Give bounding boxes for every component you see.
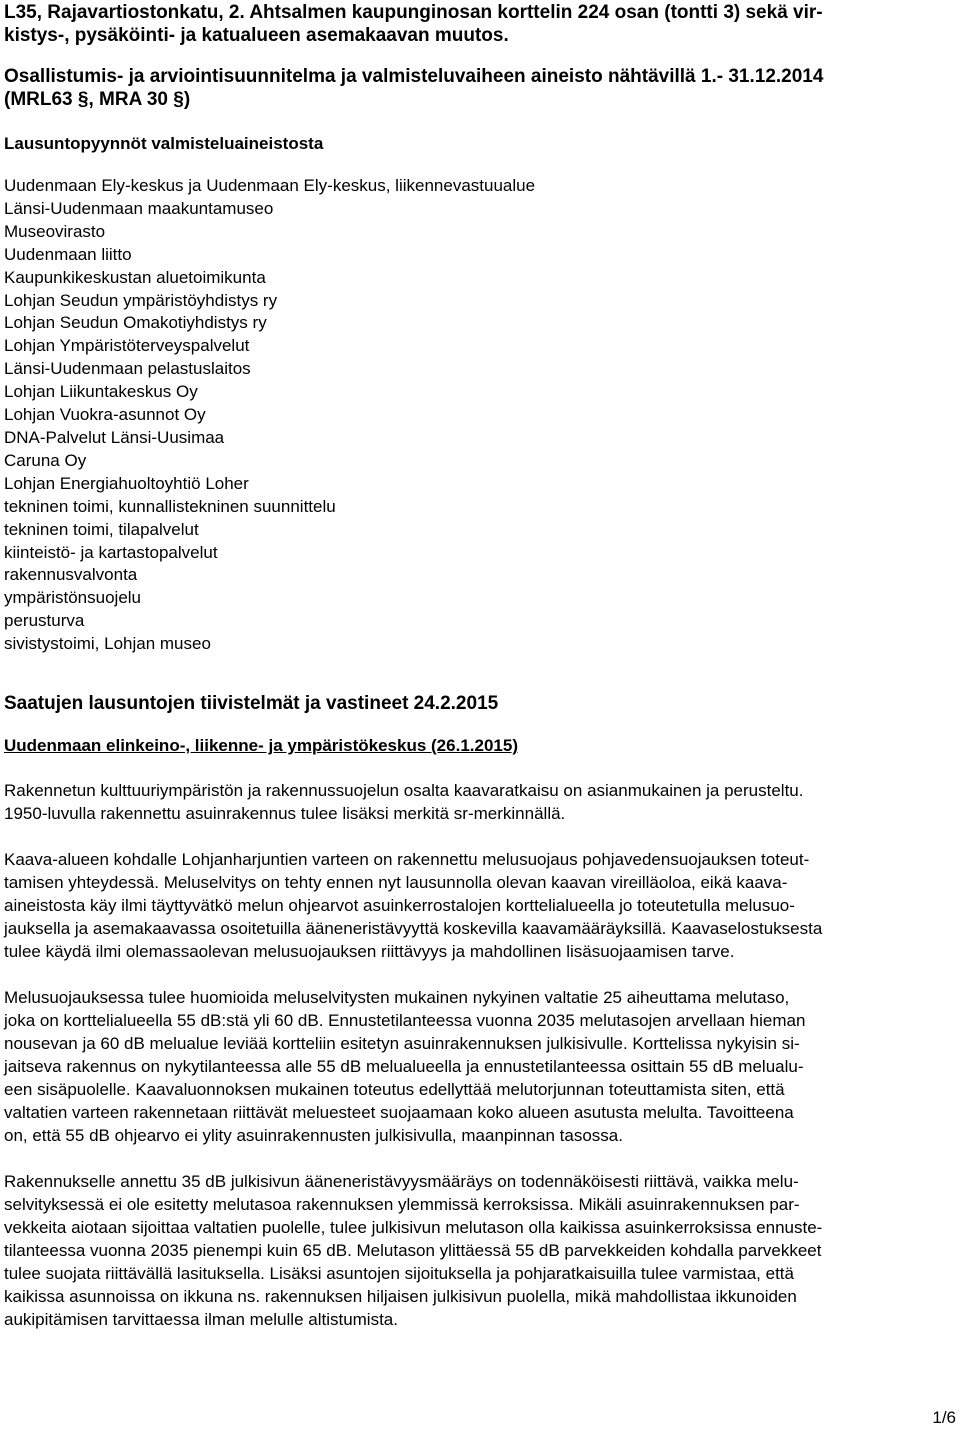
list-item: Lohjan Vuokra-asunnot Oy — [4, 405, 206, 425]
subtitle-line-1: Osallistumis- ja arviointisuunnitelma ja valmisteluvaiheen aineisto nähtävillä 1.- 31.12.2014 — [4, 66, 824, 87]
list-item: tekninen toimi, tilapalvelut — [4, 519, 199, 539]
page-number: 1/6 — [932, 1408, 956, 1427]
list-item: Uudenmaan Ely-keskus ja Uudenmaan Ely-keskus, liikennevastuualue — [4, 176, 536, 195]
document-title — [4, 0, 950, 47]
recipient-list — [4, 175, 950, 656]
paragraph-line: on, että 55 dB ohjearvo ei ylity asuinrakennusten julkisivulla, maanpinnan tasossa. — [4, 1126, 623, 1146]
list-item: Lohjan Seudun Omakotiyhdistys ry — [4, 313, 267, 333]
paragraph-line: vekkeita aiotaan sijoittaa valtatien puolelle, tulee julkisivun melutason olla kaikissa asuinkerroksissa ennuste- — [4, 1218, 823, 1238]
ely-centre-heading: Uudenmaan elinkeino-, liikenne- ja ympäristökeskus (26.1.2015) — [4, 736, 518, 756]
paragraph-2 — [4, 848, 950, 963]
paragraph-1 — [4, 779, 950, 825]
document-subtitle — [4, 65, 950, 111]
paragraph-line: jauksella ja asemakaavassa osoitetuilla ääneneristävyyttä koskevilla kaavamääräyksillä. Kaavaselostuksesta — [4, 919, 823, 939]
paragraph-4 — [4, 1170, 950, 1331]
list-item: Lohjan Energiahuoltoyhtiö Loher — [4, 473, 249, 493]
list-item: Kaupunkikeskustan aluetoimikunta — [4, 267, 266, 287]
paragraph-line: aukipitämisen tarvittaessa ilman melulle altistumista. — [4, 1310, 398, 1330]
title-line-2: kistys-, pysäköinti- ja katualueen asemakaavan muutos. — [4, 25, 509, 46]
paragraph-line: 1950-luvulla rakennettu asuinrakennus tulee lisäksi merkitä sr-merkinnällä. — [4, 804, 566, 824]
paragraph-line: valtatien varteen rakennetaan riittävät meluesteet suojaamaan koko alueen asutusta melulta. Tavoitteena — [4, 1103, 794, 1123]
paragraph-line: aineistosta käy ilmi täyttyvätkö melun ohjearvot asuinkerrostalojen korttelialueella jo toteutetulla melusuo- — [4, 896, 795, 916]
list-item: Lohjan Seudun ympäristöyhdistys ry — [4, 290, 278, 310]
list-item: Caruna Oy — [4, 450, 87, 470]
list-item: sivistystoimi, Lohjan museo — [4, 634, 211, 654]
paragraph-line: Melusuojauksessa tulee huomioida meluselvitysten mukainen nykyinen valtatie 25 aiheuttama melutaso, — [4, 988, 790, 1008]
list-item: Uudenmaan liitto — [4, 244, 132, 264]
document-page — [4, 0, 950, 1331]
subtitle-line-2: (MRL63 §, MRA 30 §) — [4, 89, 191, 110]
list-item: kiinteistö- ja kartastopalvelut — [4, 542, 218, 562]
list-item: Länsi-Uudenmaan pelastuslaitos — [4, 359, 251, 379]
paragraph-line: Rakennetun kulttuuriympäristön ja rakennussuojelun osalta kaavaratkaisu on asianmukainen ja perusteltu. — [4, 781, 804, 801]
lausunto-heading: Lausuntopyynnöt valmisteluaineistosta — [4, 134, 324, 153]
list-item: tekninen toimi, kunnallistekninen suunnittelu — [4, 496, 336, 516]
paragraph-line: tamisen yhteydessä. Meluselvitys on tehty ennen nyt lausunnolla olevan kaavan vireilläoloa, eikä kaava- — [4, 873, 788, 893]
title-line-1: L35, Rajavartiostonkatu, 2. Ahtsalmen kaupunginosan korttelin 224 osan (tontti 3) sekä vir- — [4, 2, 823, 23]
paragraph-line: Kaava-alueen kohdalle Lohjanharjuntien varteen on rakennettu melusuojaus pohjavedensuojauksen toteut- — [4, 850, 810, 870]
paragraph-line: tilanteessa vuonna 2035 pienempi kuin 65 dB. Melutason ylittäessä 55 dB parvekkeiden kohdalla parvekkeet — [4, 1241, 822, 1261]
paragraph-line: Rakennukselle annettu 35 dB julkisivun ääneneristävyysmääräys on todennäköisesti riittävä, vaikka melu- — [4, 1172, 799, 1192]
list-item: rakennusvalvonta — [4, 565, 138, 585]
list-item: Museovirasto — [4, 221, 106, 241]
list-item: Lohjan Ympäristöterveyspalvelut — [4, 336, 250, 356]
list-item: DNA-Palvelut Länsi-Uusimaa — [4, 427, 225, 447]
list-item: perusturva — [4, 611, 85, 631]
list-item: ympäristönsuojelu — [4, 588, 142, 608]
paragraph-line: joka on korttelialueella 55 dB:stä yli 60 dB. Ennustetilanteessa vuonna 2035 melutasojen arvellaan hieman — [4, 1011, 806, 1031]
paragraph-line: selvityksessä ei ole esitetty melutasoa rakennuksen ylemmissä kerroksissa. Mikäli asuinrakennuksen par- — [4, 1195, 800, 1215]
paragraph-line: een sisäpuolelle. Kaavaluonnoksen mukainen toteutus edellyttää melutorjunnan toteuttamista siten, että — [4, 1080, 785, 1100]
paragraph-line: jaitseva rakennus on nykytilanteessa alle 55 dB melualueella ja ennustetilanteessa osittain 55 dB melualu- — [4, 1057, 804, 1077]
paragraph-3 — [4, 986, 950, 1147]
paragraph-line: nousevan ja 60 dB melualue leviää kortteliin esitetyn asuinrakennuksen julkisivulle. Korttelissa nykyisin si- — [4, 1034, 800, 1054]
paragraph-line: tulee suojata riittävällä lasituksella. Lisäksi asuntojen sijoituksella ja pohjaratkaisuilla tulee varmistaa, että — [4, 1264, 794, 1284]
list-item: Lohjan Liikuntakeskus Oy — [4, 382, 198, 402]
summaries-heading: Saatujen lausuntojen tiivistelmät ja vastineet 24.2.2015 — [4, 693, 499, 715]
list-item: Länsi-Uudenmaan maakuntamuseo — [4, 198, 274, 218]
paragraph-line: kaikissa asunnoissa on ikkuna ns. rakennuksen hiljaisen julkisivun puolella, mikä mahdollistaa ikkunoiden — [4, 1287, 797, 1307]
paragraph-line: tulee käydä ilmi olemassaolevan melusuojauksen riittävyys ja mahdollinen lisäsuojaamisen tarve. — [4, 942, 735, 962]
